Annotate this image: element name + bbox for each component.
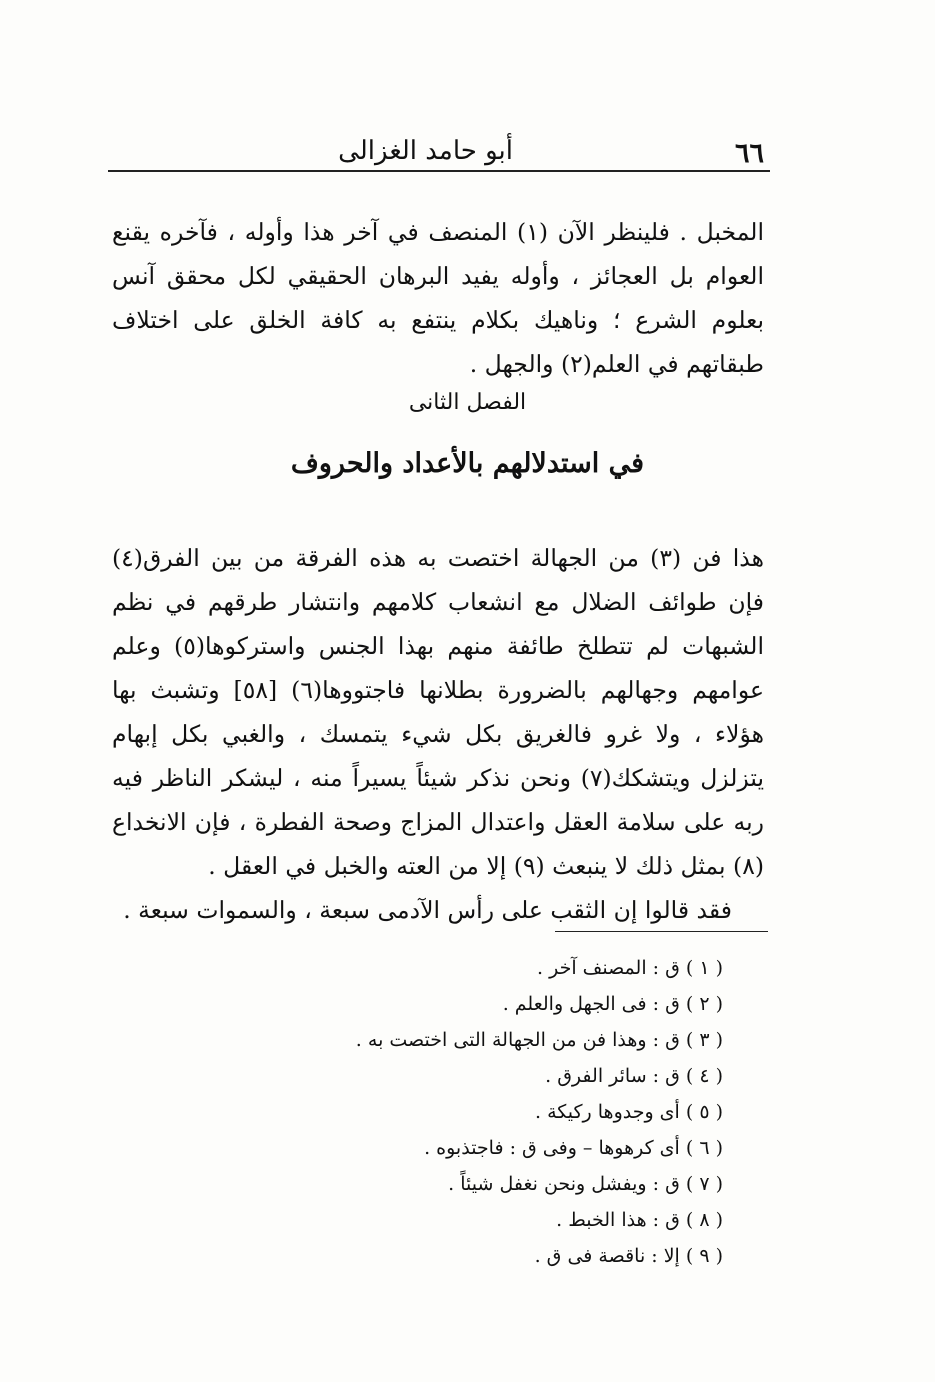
footnote: ( ٨ ) ق : هذا الخبط . [556,1209,723,1231]
chapter-number: الفصل الثانى [408,390,527,415]
header-rule [108,170,770,172]
chapter-title: في استدلالهم بالأعداد والحروف [290,448,645,479]
page-header [108,134,768,168]
footnote: ( ١ ) ق : المصنف آخر . [537,957,723,979]
footnote: ( ٤ ) ق : سائر الفرق . [545,1065,723,1087]
running-title: أبو حامد الغزالى [338,136,513,166]
footnote: ( ٦ ) أى كرهوها – وفى ق : فاجتذبوه . [424,1137,723,1159]
page-number: ٦٦ [734,138,764,169]
main-paragraph: هذا فن (٣) من الجهالة اختصت به هذه الفرقة من بين الفرق(٤) فإن طوائف الضلال مع انشعاب كلامهم وانتشار طرقهم في نظم الشبهات لم تتطلخ طائفة منهم بهذا الجنس واستركوها(٥) وعلم عوامهم وجهالهم بالضرورة بطلانها فاجتووها(٦) [٥٨] وتشبث بها هؤلاء ، ولا غرو فالغريق بكل شيء يتمسك ، والغبي بكل إبهام يتزلزل ويتشكك(٧) ونحن نذكر شيئاً يسيراً منه ، ليشكر الناظر فيه ربه على سلامة العقل واعتدال المزاج وصحة الفطرة ، فإن الانخداع (٨) بمثل ذلك لا ينبعث (٩) إلا من العته والخبل في العقل . [112,543,764,880]
closing-paragraph: فقد قالوا إن الثقب على رأس الآدمى سبعة ، والسموات سبعة . [123,895,732,924]
footnote: ( ٥ ) أى وجدوها ركيكة . [535,1101,723,1123]
footnote: ( ٧ ) ق : ويفشل ونحن نغفل شيئاً . [448,1173,723,1195]
footnote-rule [555,931,768,932]
footnote: ( ٩ ) إلا : ناقصة فى ق . [534,1245,723,1267]
footnote: ( ٢ ) ق : فى الجهل والعلم . [502,993,723,1015]
footnote: ( ٣ ) ق : وهذا فن من الجهالة التى اختصت به . [355,1029,723,1051]
footnotes-list [303,950,723,1274]
opening-paragraph: المخبل . فلينظر الآن (١) المنصف في آخر هذا وأوله ، فآخره يقنع العوام بل العجائز ، وأوله يفيد البرهان الحقيقي لكل محقق آنس بعلوم الشرع ؛ وناهيك بكلام ينتفع به كافة الخلق على اختلاف طبقاتهم في العلم(٢) والجهل . [112,217,764,378]
